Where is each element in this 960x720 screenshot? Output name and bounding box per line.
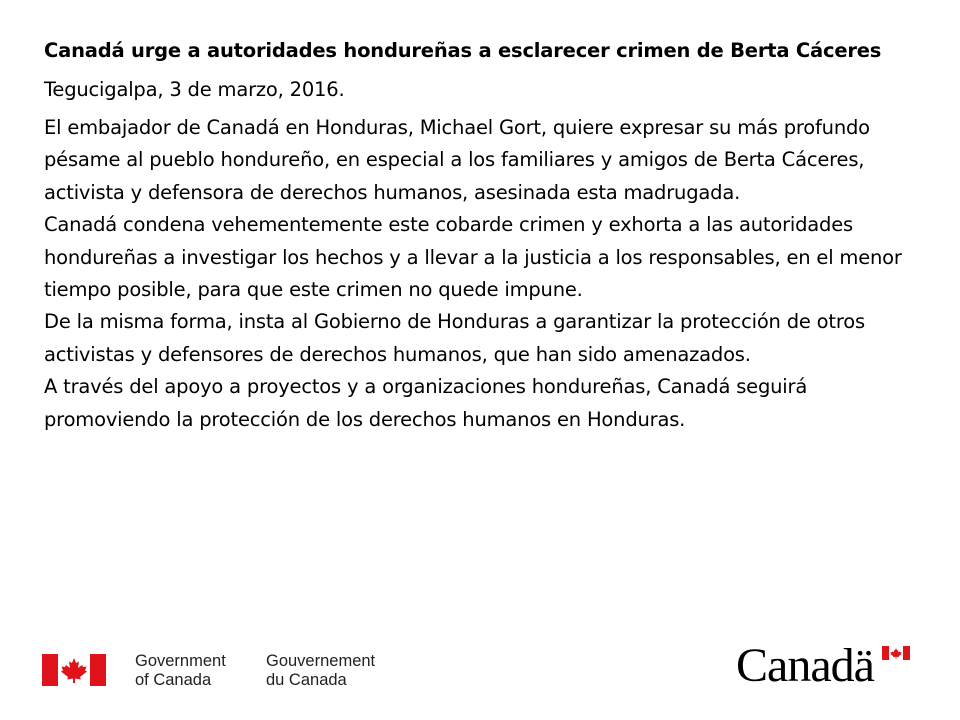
signature-english [135, 652, 226, 690]
signature-french-line: Gouvernement [266, 652, 376, 670]
paragraph-protection: De la misma forma, insta al Gobierno de Honduras a garantizar la protección de otros activistas y defensores de derechos humanos, que han sido amenazados. [44, 310, 865, 366]
signature-english-line: of Canada [135, 671, 212, 689]
paragraph-support: A través del apoyo a proyectos y a organizaciones hondureñas, Canadá seguirá promoviendo la protección de los derechos humanos en Honduras. [44, 375, 808, 431]
paragraph-condemnation: Canadá condena vehementemente este cobarde crimen y exhorta a las autoridades hondureñas a investigar los hechos y a llevar a la justicia a los responsables, en el menor tiempo posible, para que este crimen no quede impune. [44, 213, 902, 302]
canada-wordmark-text: Canadä [736, 639, 874, 692]
press-release [44, 34, 924, 436]
press-release-title: Canadá urge a autoridades hondureñas a esclarecer crimen de Berta Cáceres [44, 39, 882, 62]
government-footer [0, 640, 960, 700]
signature-english-line: Government [135, 652, 226, 670]
dateline: Tegucigalpa, 3 de marzo, 2016. [44, 78, 345, 101]
signature-french [266, 652, 375, 690]
canada-flag-icon [42, 654, 106, 686]
canada-wordmark [736, 640, 916, 690]
canada-flag-icon [882, 646, 910, 660]
paragraph-condolences: El embajador de Canadá en Honduras, Michael Gort, quiere expresar su más profundo pésame al pueblo hondureño, en especial a los familiares y amigos de Berta Cáceres, activista y defensora de derechos humanos, asesinada esta madrugada. [44, 116, 870, 204]
signature-french-line: du Canada [266, 671, 347, 689]
